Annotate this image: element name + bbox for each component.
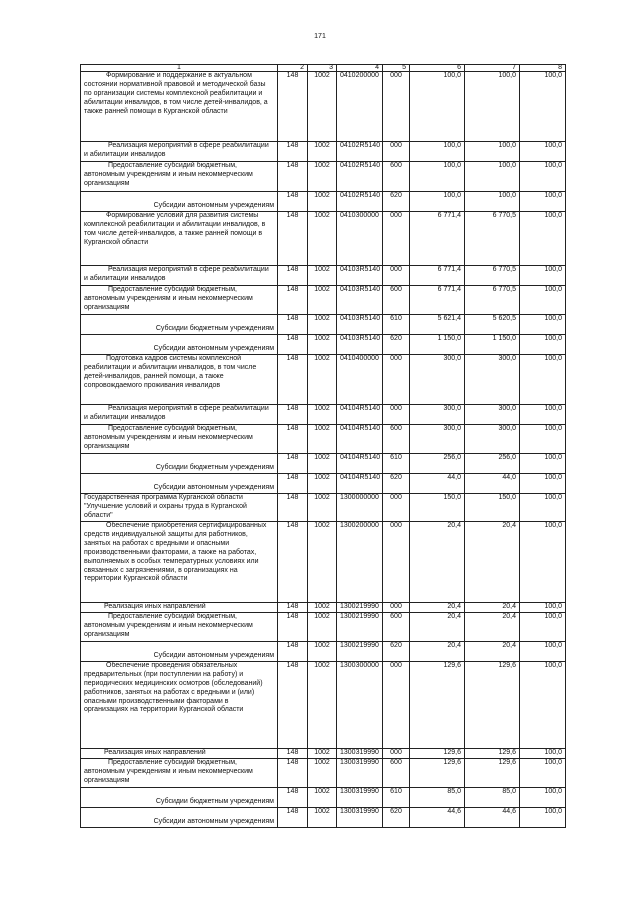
approved-amount: 6 771,4 bbox=[410, 212, 465, 266]
section-code: 1002 bbox=[308, 494, 337, 522]
row-name: Субсидии автономным учреждениям bbox=[81, 641, 278, 661]
executed-amount: 100,0 bbox=[465, 142, 520, 162]
ved-code: 148 bbox=[278, 286, 308, 315]
row-name: Субсидии бюджетным учреждениям bbox=[81, 315, 278, 335]
approved-amount: 300,0 bbox=[410, 405, 465, 425]
target-article-code: 04103R5140 bbox=[337, 286, 383, 315]
column-header: 7 bbox=[465, 65, 520, 72]
execution-percent: 100,0 bbox=[520, 612, 566, 641]
target-article-code: 1300219990 bbox=[337, 641, 383, 661]
row-name: Обеспечение приобретения сертифицированных средств индивидуальной защиты для работников, занятых на работах с вредными и опасными производственными факторами, а также на работах, выполняемых в особых температурных условиях или связанных с загрязнениями, в организациях на территории Курганской области bbox=[81, 522, 278, 603]
table-row bbox=[81, 454, 566, 474]
ved-code: 148 bbox=[278, 612, 308, 641]
execution-percent: 100,0 bbox=[520, 787, 566, 807]
executed-amount: 129,6 bbox=[465, 748, 520, 758]
section-code: 1002 bbox=[308, 72, 337, 142]
table-row bbox=[81, 405, 566, 425]
execution-percent: 100,0 bbox=[520, 494, 566, 522]
expense-type-code: 600 bbox=[383, 162, 410, 192]
ved-code: 148 bbox=[278, 315, 308, 335]
executed-amount: 300,0 bbox=[465, 405, 520, 425]
table-row bbox=[81, 603, 566, 613]
table-row bbox=[81, 661, 566, 748]
expense-type-code: 000 bbox=[383, 142, 410, 162]
expense-type-code: 600 bbox=[383, 758, 410, 787]
executed-amount: 300,0 bbox=[465, 425, 520, 454]
section-code: 1002 bbox=[308, 355, 337, 405]
execution-percent: 100,0 bbox=[520, 142, 566, 162]
section-code: 1002 bbox=[308, 192, 337, 212]
executed-amount: 20,4 bbox=[465, 522, 520, 603]
expense-type-code: 600 bbox=[383, 612, 410, 641]
section-code: 1002 bbox=[308, 454, 337, 474]
section-code: 1002 bbox=[308, 315, 337, 335]
execution-percent: 100,0 bbox=[520, 72, 566, 142]
ved-code: 148 bbox=[278, 748, 308, 758]
column-header: 1 bbox=[81, 65, 278, 72]
ved-code: 148 bbox=[278, 266, 308, 286]
column-header: 4 bbox=[337, 65, 383, 72]
ved-code: 148 bbox=[278, 807, 308, 827]
approved-amount: 100,0 bbox=[410, 192, 465, 212]
column-header: 2 bbox=[278, 65, 308, 72]
target-article-code: 04103R5140 bbox=[337, 266, 383, 286]
ved-code: 148 bbox=[278, 212, 308, 266]
column-header: 6 bbox=[410, 65, 465, 72]
approved-amount: 300,0 bbox=[410, 355, 465, 405]
expense-type-code: 620 bbox=[383, 807, 410, 827]
executed-amount: 20,4 bbox=[465, 612, 520, 641]
expense-type-code: 600 bbox=[383, 286, 410, 315]
approved-amount: 44,0 bbox=[410, 474, 465, 494]
section-code: 1002 bbox=[308, 522, 337, 603]
approved-amount: 20,4 bbox=[410, 612, 465, 641]
section-code: 1002 bbox=[308, 405, 337, 425]
expense-type-code: 000 bbox=[383, 405, 410, 425]
approved-amount: 20,4 bbox=[410, 603, 465, 613]
target-article-code: 1300319990 bbox=[337, 787, 383, 807]
target-article-code: 04103R5140 bbox=[337, 335, 383, 355]
ved-code: 148 bbox=[278, 603, 308, 613]
ved-code: 148 bbox=[278, 425, 308, 454]
execution-percent: 100,0 bbox=[520, 454, 566, 474]
section-code: 1002 bbox=[308, 212, 337, 266]
execution-percent: 100,0 bbox=[520, 335, 566, 355]
section-code: 1002 bbox=[308, 661, 337, 748]
table-row bbox=[81, 315, 566, 335]
executed-amount: 1 150,0 bbox=[465, 335, 520, 355]
section-code: 1002 bbox=[308, 641, 337, 661]
target-article-code: 1300319990 bbox=[337, 748, 383, 758]
executed-amount: 6 770,5 bbox=[465, 286, 520, 315]
table-row bbox=[81, 748, 566, 758]
table-row bbox=[81, 612, 566, 641]
execution-percent: 100,0 bbox=[520, 266, 566, 286]
ved-code: 148 bbox=[278, 335, 308, 355]
ved-code: 148 bbox=[278, 474, 308, 494]
target-article-code: 1300219990 bbox=[337, 603, 383, 613]
approved-amount: 1 150,0 bbox=[410, 335, 465, 355]
budget-table bbox=[80, 64, 566, 828]
table-row bbox=[81, 641, 566, 661]
execution-percent: 100,0 bbox=[520, 758, 566, 787]
execution-percent: 100,0 bbox=[520, 425, 566, 454]
approved-amount: 20,4 bbox=[410, 641, 465, 661]
expense-type-code: 000 bbox=[383, 212, 410, 266]
target-article-code: 0410400000 bbox=[337, 355, 383, 405]
row-name: Субсидии автономным учреждениям bbox=[81, 474, 278, 494]
row-name: Обеспечение проведения обязательных предварительных (при поступлении на работу) и периодических медицинских осмотров (обследований) работников, занятых на работах с вредными и (или) опасными производственными факторами в организациях на территории Курганской области bbox=[81, 661, 278, 748]
section-code: 1002 bbox=[308, 603, 337, 613]
execution-percent: 100,0 bbox=[520, 474, 566, 494]
approved-amount: 129,6 bbox=[410, 661, 465, 748]
approved-amount: 129,6 bbox=[410, 758, 465, 787]
expense-type-code: 620 bbox=[383, 641, 410, 661]
row-name: Реализация мероприятий в сфере реабилитации и абилитации инвалидов bbox=[81, 405, 278, 425]
column-header: 3 bbox=[308, 65, 337, 72]
executed-amount: 300,0 bbox=[465, 355, 520, 405]
row-name: Субсидии автономным учреждениям bbox=[81, 192, 278, 212]
row-name: Предоставление субсидий бюджетным, автономным учреждениям и иным некоммерческим организациям bbox=[81, 612, 278, 641]
section-code: 1002 bbox=[308, 612, 337, 641]
row-name: Государственная программа Курганской области "Улучшение условий и охраны труда в Курганской области" bbox=[81, 494, 278, 522]
row-name: Предоставление субсидий бюджетным, автономным учреждениям и иным некоммерческим организациям bbox=[81, 162, 278, 192]
row-name: Предоставление субсидий бюджетным, автономным учреждениям и иным некоммерческим организациям bbox=[81, 425, 278, 454]
expense-type-code: 000 bbox=[383, 494, 410, 522]
execution-percent: 100,0 bbox=[520, 162, 566, 192]
target-article-code: 1300200000 bbox=[337, 522, 383, 603]
target-article-code: 0410300000 bbox=[337, 212, 383, 266]
table-row bbox=[81, 807, 566, 827]
target-article-code: 1300219990 bbox=[337, 612, 383, 641]
approved-amount: 150,0 bbox=[410, 494, 465, 522]
executed-amount: 20,4 bbox=[465, 603, 520, 613]
executed-amount: 129,6 bbox=[465, 661, 520, 748]
target-article-code: 1300300000 bbox=[337, 661, 383, 748]
execution-percent: 100,0 bbox=[520, 315, 566, 335]
target-article-code: 04102R5140 bbox=[337, 162, 383, 192]
expense-type-code: 620 bbox=[383, 474, 410, 494]
expense-type-code: 000 bbox=[383, 748, 410, 758]
column-header: 5 bbox=[383, 65, 410, 72]
expense-type-code: 000 bbox=[383, 522, 410, 603]
target-article-code: 04104R5140 bbox=[337, 405, 383, 425]
execution-percent: 100,0 bbox=[520, 641, 566, 661]
execution-percent: 100,0 bbox=[520, 192, 566, 212]
row-name: Подготовка кадров системы комплексной реабилитации и абилитации инвалидов, в том числе детей-инвалидов, ранней помощи, а также сопровождаемого проживания инвалидов bbox=[81, 355, 278, 405]
table-row bbox=[81, 72, 566, 142]
expense-type-code: 600 bbox=[383, 425, 410, 454]
expense-type-code: 000 bbox=[383, 355, 410, 405]
ved-code: 148 bbox=[278, 72, 308, 142]
row-name: Реализация иных направлений bbox=[81, 748, 278, 758]
table-row bbox=[81, 192, 566, 212]
executed-amount: 20,4 bbox=[465, 641, 520, 661]
section-code: 1002 bbox=[308, 758, 337, 787]
row-name: Субсидии автономным учреждениям bbox=[81, 335, 278, 355]
execution-percent: 100,0 bbox=[520, 807, 566, 827]
approved-amount: 5 621,4 bbox=[410, 315, 465, 335]
header-row bbox=[81, 65, 566, 72]
table-row bbox=[81, 758, 566, 787]
approved-amount: 6 771,4 bbox=[410, 286, 465, 315]
row-name: Реализация иных направлений bbox=[81, 603, 278, 613]
target-article-code: 1300000000 bbox=[337, 494, 383, 522]
target-article-code: 04103R5140 bbox=[337, 315, 383, 335]
target-article-code: 04104R5140 bbox=[337, 425, 383, 454]
executed-amount: 100,0 bbox=[465, 162, 520, 192]
ved-code: 148 bbox=[278, 162, 308, 192]
ved-code: 148 bbox=[278, 494, 308, 522]
ved-code: 148 bbox=[278, 192, 308, 212]
executed-amount: 5 620,5 bbox=[465, 315, 520, 335]
table-row bbox=[81, 142, 566, 162]
target-article-code: 0410200000 bbox=[337, 72, 383, 142]
ved-code: 148 bbox=[278, 758, 308, 787]
target-article-code: 04102R5140 bbox=[337, 142, 383, 162]
approved-amount: 100,0 bbox=[410, 162, 465, 192]
table-row bbox=[81, 494, 566, 522]
expense-type-code: 620 bbox=[383, 192, 410, 212]
executed-amount: 85,0 bbox=[465, 787, 520, 807]
section-code: 1002 bbox=[308, 162, 337, 192]
row-name: Предоставление субсидий бюджетным, автономным учреждениям и иным некоммерческим организациям bbox=[81, 758, 278, 787]
table-row bbox=[81, 474, 566, 494]
executed-amount: 256,0 bbox=[465, 454, 520, 474]
target-article-code: 04102R5140 bbox=[337, 192, 383, 212]
table-row bbox=[81, 425, 566, 454]
column-header: 8 bbox=[520, 65, 566, 72]
executed-amount: 100,0 bbox=[465, 192, 520, 212]
expense-type-code: 000 bbox=[383, 266, 410, 286]
execution-percent: 100,0 bbox=[520, 661, 566, 748]
section-code: 1002 bbox=[308, 335, 337, 355]
approved-amount: 256,0 bbox=[410, 454, 465, 474]
ved-code: 148 bbox=[278, 454, 308, 474]
approved-amount: 100,0 bbox=[410, 142, 465, 162]
target-article-code: 04104R5140 bbox=[337, 474, 383, 494]
row-name: Субсидии бюджетным учреждениям bbox=[81, 454, 278, 474]
table-row bbox=[81, 522, 566, 603]
executed-amount: 44,6 bbox=[465, 807, 520, 827]
execution-percent: 100,0 bbox=[520, 355, 566, 405]
ved-code: 148 bbox=[278, 661, 308, 748]
expense-type-code: 610 bbox=[383, 787, 410, 807]
expense-type-code: 000 bbox=[383, 661, 410, 748]
page-number: 171 bbox=[314, 33, 326, 40]
approved-amount: 85,0 bbox=[410, 787, 465, 807]
ved-code: 148 bbox=[278, 641, 308, 661]
expense-type-code: 000 bbox=[383, 603, 410, 613]
target-article-code: 1300319990 bbox=[337, 807, 383, 827]
execution-percent: 100,0 bbox=[520, 405, 566, 425]
execution-percent: 100,0 bbox=[520, 522, 566, 603]
ved-code: 148 bbox=[278, 142, 308, 162]
execution-percent: 100,0 bbox=[520, 212, 566, 266]
ved-code: 148 bbox=[278, 355, 308, 405]
row-name: Реализация мероприятий в сфере реабилитации и абилитации инвалидов bbox=[81, 142, 278, 162]
ved-code: 148 bbox=[278, 522, 308, 603]
section-code: 1002 bbox=[308, 286, 337, 315]
executed-amount: 6 770,5 bbox=[465, 266, 520, 286]
ved-code: 148 bbox=[278, 787, 308, 807]
table-row bbox=[81, 212, 566, 266]
table-row bbox=[81, 787, 566, 807]
approved-amount: 44,6 bbox=[410, 807, 465, 827]
table-row bbox=[81, 266, 566, 286]
section-code: 1002 bbox=[308, 748, 337, 758]
expense-type-code: 610 bbox=[383, 315, 410, 335]
execution-percent: 100,0 bbox=[520, 603, 566, 613]
row-name: Реализация мероприятий в сфере реабилитации и абилитации инвалидов bbox=[81, 266, 278, 286]
target-article-code: 1300319990 bbox=[337, 758, 383, 787]
table-row bbox=[81, 335, 566, 355]
approved-amount: 6 771,4 bbox=[410, 266, 465, 286]
executed-amount: 6 770,5 bbox=[465, 212, 520, 266]
section-code: 1002 bbox=[308, 425, 337, 454]
table-row bbox=[81, 355, 566, 405]
section-code: 1002 bbox=[308, 807, 337, 827]
section-code: 1002 bbox=[308, 787, 337, 807]
row-name: Предоставление субсидий бюджетным, автономным учреждениям и иным некоммерческим организациям bbox=[81, 286, 278, 315]
approved-amount: 20,4 bbox=[410, 522, 465, 603]
table-row bbox=[81, 286, 566, 315]
expense-type-code: 610 bbox=[383, 454, 410, 474]
row-name: Формирование условий для развития системы комплексной реабилитации и абилитации инвалидов, в том числе детей-инвалидов, а также ранней помощи в Курганской области bbox=[81, 212, 278, 266]
approved-amount: 300,0 bbox=[410, 425, 465, 454]
row-name: Субсидии бюджетным учреждениям bbox=[81, 787, 278, 807]
execution-percent: 100,0 bbox=[520, 748, 566, 758]
row-name: Субсидии автономным учреждениям bbox=[81, 807, 278, 827]
executed-amount: 100,0 bbox=[465, 72, 520, 142]
section-code: 1002 bbox=[308, 474, 337, 494]
executed-amount: 129,6 bbox=[465, 758, 520, 787]
table-row bbox=[81, 162, 566, 192]
expense-type-code: 000 bbox=[383, 72, 410, 142]
executed-amount: 44,0 bbox=[465, 474, 520, 494]
expense-type-code: 620 bbox=[383, 335, 410, 355]
section-code: 1002 bbox=[308, 142, 337, 162]
ved-code: 148 bbox=[278, 405, 308, 425]
target-article-code: 04104R5140 bbox=[337, 454, 383, 474]
approved-amount: 129,6 bbox=[410, 748, 465, 758]
row-name: Формирование и поддержание в актуальном состоянии нормативной правовой и методической базы по организации системы комплексной реабилитации и абилитации инвалидов, в том числе детей-инвалидов, а также ранней помощи в Курганской области bbox=[81, 72, 278, 142]
executed-amount: 150,0 bbox=[465, 494, 520, 522]
section-code: 1002 bbox=[308, 266, 337, 286]
approved-amount: 100,0 bbox=[410, 72, 465, 142]
execution-percent: 100,0 bbox=[520, 286, 566, 315]
